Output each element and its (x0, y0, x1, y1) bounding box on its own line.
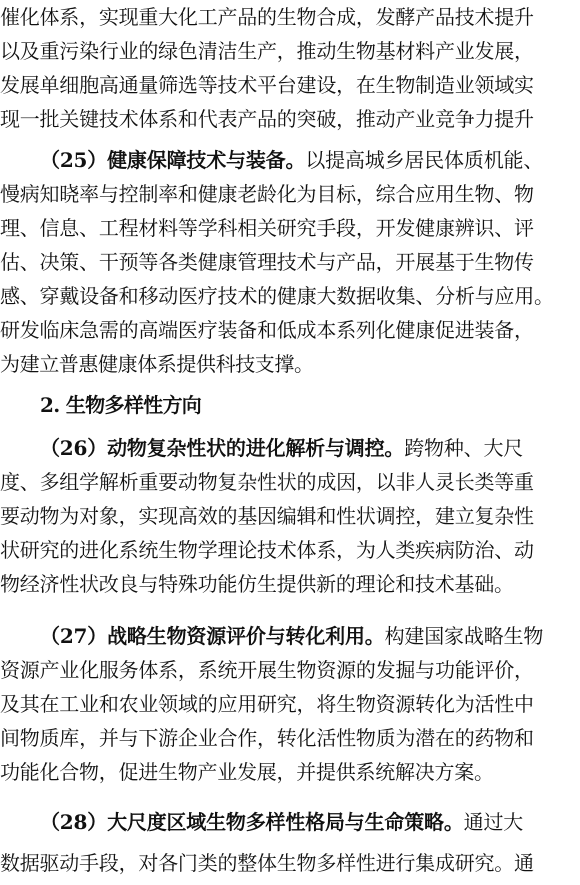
paragraph-line: 发展单细胞高通量筛选等技术平台建设，在生物制造业领域实 (0, 73, 534, 97)
item-27-heading: （27）战略生物资源评价与转化利用。 (40, 624, 385, 648)
paragraph-line: 以及重污染行业的绿色清洁生产，推动生物基材料产业发展， (0, 39, 534, 63)
paragraph-line: 资源产业化服务体系，系统开展生物资源的发掘与功能评价， (0, 658, 534, 682)
paragraph-line: 估、决策、干预等各类健康管理技术与产品，开展基于生物传 (0, 250, 534, 274)
paragraph-line: 要动物为对象，实现高效的基因编辑和性状调控，建立复杂性 (0, 504, 534, 528)
item-25-heading: （25）健康保障技术与装备。 (40, 148, 306, 172)
item-25-first-line (0, 143, 580, 177)
item-26-text: 跨物种、大尺 (404, 436, 524, 460)
item-28-text: 通过大 (463, 810, 524, 834)
paragraph-line: 感、穿戴设备和移动医疗技术的健康大数据收集、分析与应用。 (0, 284, 554, 308)
paragraph-line: 现一批关键技术体系和代表产品的突破，推动产业竞争力提升 (0, 107, 534, 131)
paragraph-line: 数据驱动手段，对各门类的整体生物多样性进行集成研究。通 (0, 851, 534, 875)
item-27-first-line (0, 619, 580, 653)
paragraph-line: 催化体系，实现重大化工产品的生物合成，发酵产品技术提升 (0, 5, 534, 29)
paragraph-line: 慢病知晓率与控制率和健康老龄化为目标，综合应用生物、物 (0, 182, 534, 206)
item-28-first-line (0, 805, 580, 839)
item-28-heading: （28）大尺度区域生物多样性格局与生命策略。 (40, 810, 464, 834)
paragraph-line: 及其在工业和农业领域的应用研究，将生物资源转化为活性中 (0, 692, 534, 716)
item-27-text: 构建国家战略生物 (384, 624, 544, 648)
paragraph-line: 间物质库，并与下游企业合作，转化活性物质为潜在的药物和 (0, 726, 534, 750)
paragraph-line: 功能化合物，促进生物产业发展，并提供系统解决方案。 (0, 760, 494, 784)
paragraph-line: 度、多组学解析重要动物复杂性状的成因，以非人灵长类等重 (0, 470, 534, 494)
item-26-heading: （26）动物复杂性状的进化解析与调控。 (40, 436, 405, 460)
section-heading: 2. 生物多样性方向 (40, 393, 202, 417)
item-26-first-line (0, 431, 580, 465)
paragraph-line: 研发临床急需的高端医疗装备和低成本系列化健康促进装备， (0, 318, 534, 342)
paragraph-line: 为建立普惠健康体系提供科技支撑。 (0, 352, 314, 376)
paragraph-line: 物经济性状改良与特殊功能仿生提供新的理论和技术基础。 (0, 572, 514, 596)
paragraph-line: 理、信息、工程材料等学科相关研究手段，开发健康辨识、评 (0, 216, 534, 240)
item-25-text: 以提高城乡居民体质机能、 (305, 148, 544, 172)
paragraph-line: 状研究的进化系统生物学理论技术体系，为人类疾病防治、动 (0, 538, 534, 562)
